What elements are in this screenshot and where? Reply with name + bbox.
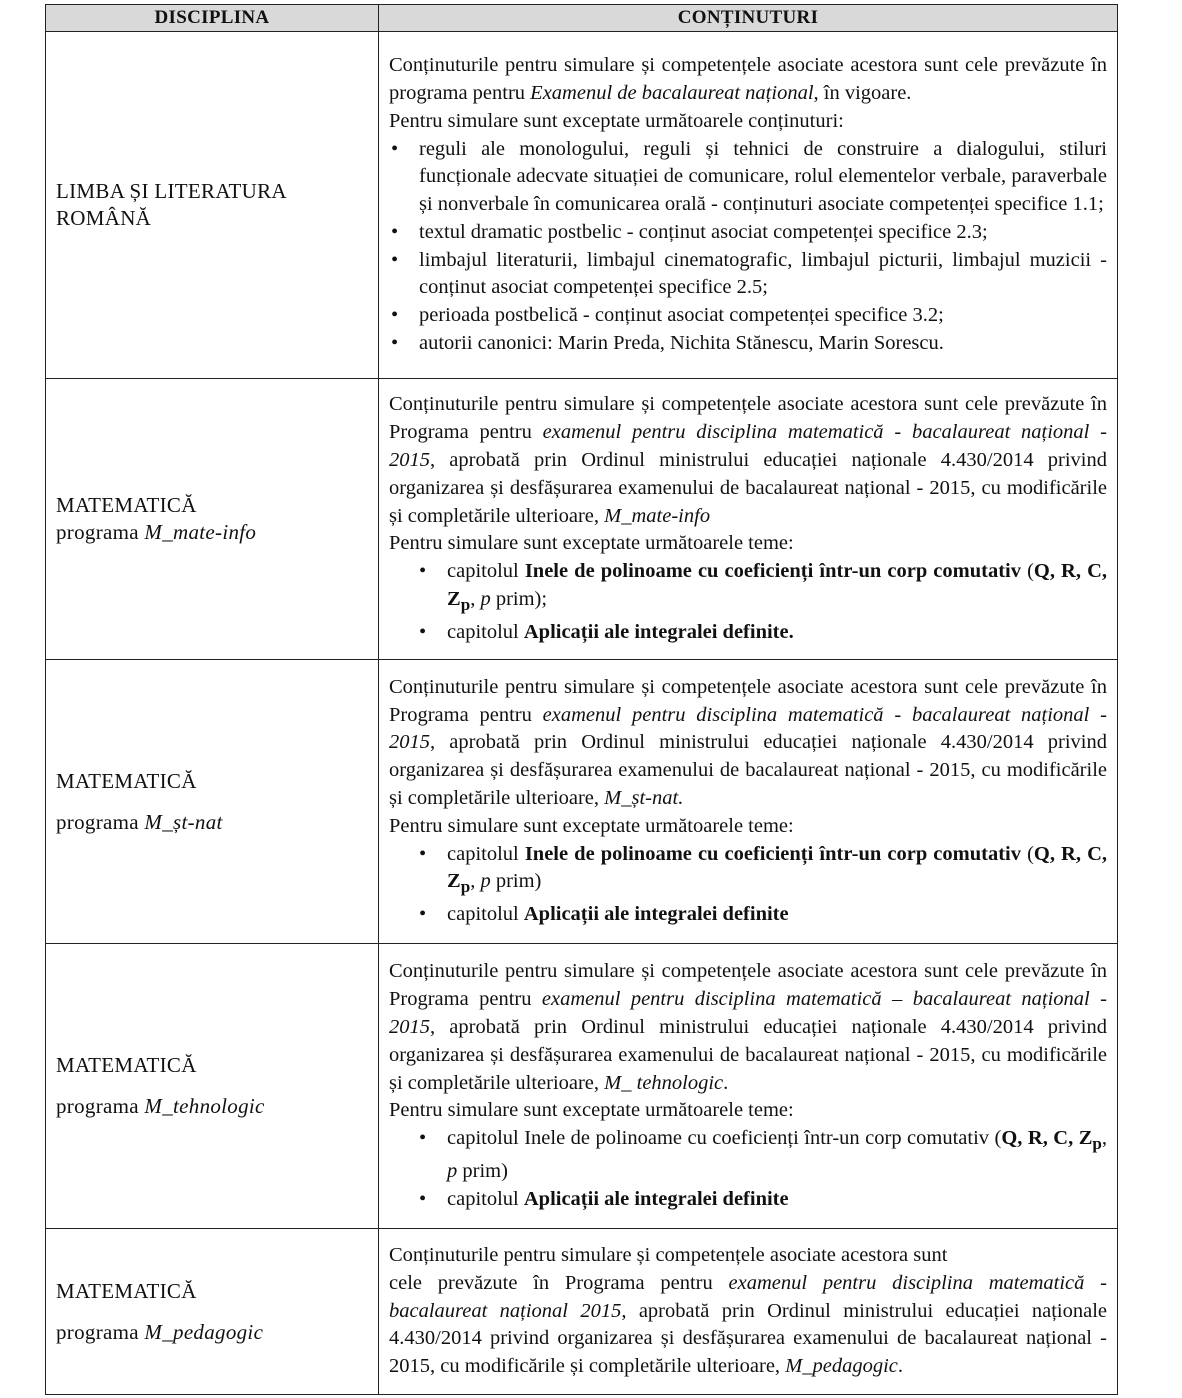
list-item: • capitolul Inele de polinoame cu coeficienți într-un corp comutativ (Q, R, C, $Z_p$, p prim) — [389, 841, 1107, 902]
list-item: • textul dramatic postbelic - conținut asociat competenței specifice 2.3; — [389, 219, 1107, 247]
discipline-name: MATEMATICĂ — [56, 1278, 197, 1303]
list-item: • capitolul Inele de polinoame cu coeficienți într-un corp comutativ (Q, R, C, $Z_p$, p prim) — [389, 1125, 1107, 1186]
list-item: • autorii canonici: Marin Preda, Nichita Stănescu, Marin Sorescu. — [389, 330, 1107, 358]
program-name: programa M_pedagogic — [56, 1319, 264, 1344]
exceptions-heading: Pentru simulare sunt exceptate următoarele teme: — [389, 814, 794, 837]
intro-paragraph: Conținuturile pentru simulare și competențele asociate acestora sunt cele prevăzute în Programa pentru examenul pentru disciplina matematică - bacalaureat național - 2015, aprobată prin Ordinul ministrului educației naționale 4.430/2014 privind organizarea și desfășurarea examenului de bacalaureat național - 2015, cu modificările și completările ulterioare, M_mate-info — [389, 393, 1107, 527]
content-cell — [379, 944, 1118, 1229]
intro-paragraph: cele prevăzute în Programa pentru examenul pentru disciplina matematică - bacalaureat național 2015, aprobată prin Ordinul ministrului educației naționale 4.430/2014 privind organizarea și desfășurarea examenului de bacalaureat național - 2015, cu modificările și completările ulterioare, M_pedagogic. — [389, 1271, 1107, 1378]
discipline-name: MATEMATICĂ — [56, 1053, 197, 1077]
content-cell — [379, 660, 1118, 944]
intro-first-line: Conținuturile pentru simulare și competențele asociate acestora sunt — [389, 1244, 948, 1266]
program-name: programa M_mate-info — [56, 520, 257, 544]
list-item: • capitolul Aplicații ale integralei definite — [389, 901, 1107, 929]
list-item: • capitolul Aplicații ale integralei definite. — [389, 619, 1107, 647]
table-row — [46, 1229, 1118, 1395]
content-cell — [379, 32, 1118, 379]
program-title: Examenul de bacalaureat național — [530, 81, 814, 104]
discipline-cell — [46, 32, 379, 379]
exceptions-heading: Pentru simulare sunt exceptate următoarele teme: — [389, 1099, 794, 1122]
table-row — [46, 944, 1118, 1229]
discipline-cell — [46, 944, 379, 1229]
content-table — [45, 4, 1118, 1395]
exceptions-heading: Pentru simulare sunt exceptate următoarele conținuturi: — [389, 109, 844, 132]
content-cell — [379, 1229, 1118, 1395]
intro-paragraph: Conținuturile pentru simulare și competențele asociate acestora sunt cele prevăzute în Programa pentru examenul pentru disciplina matematică - bacalaureat național - 2015, aprobată prin Ordinul ministrului educației naționale 4.430/2014 privind organizarea și desfășurarea examenului de bacalaureat național - 2015, cu modificările și completările ulterioare, M_șt-nat. — [389, 675, 1107, 810]
intro-paragraph: Conținuturile pentru simulare și competențele asociate acestora sunt cele prevăzute în Programa pentru examenul pentru disciplina matematică – bacalaureat național - 2015, aprobată prin Ordinul ministrului educației naționale 4.430/2014 privind organizarea și desfășurarea examenului de bacalaureat național - 2015, cu modificările și completările ulterioare, M_ tehnologic. — [389, 960, 1107, 1094]
table-row — [46, 32, 1118, 379]
intro-text: , în vigoare. — [813, 81, 912, 104]
exceptions-list — [389, 558, 1107, 646]
list-item: • capitolul Inele de polinoame cu coeficienți într-un corp comutativ (Q, R, C, $Z_p$, p prim); — [389, 558, 1107, 619]
discipline-cell — [46, 660, 379, 944]
discipline-name: ROMÂNĂ — [56, 206, 152, 230]
exceptions-heading: Pentru simulare sunt exceptate următoarele teme: — [389, 532, 794, 555]
header-disciplina: DISCIPLINA — [46, 5, 379, 32]
program-name: programa M_tehnologic — [56, 1094, 265, 1118]
header-row — [46, 5, 1118, 32]
table-row — [46, 660, 1118, 944]
content-cell — [379, 379, 1118, 660]
list-item: • perioada postbelică - conținut asociat competenței specifice 3.2; — [389, 302, 1107, 330]
discipline-name: MATEMATICĂ — [56, 493, 197, 517]
intro-text: Conținuturile pentru simulare și competențele asociate acestora sunt cele prevăzute în programa pentru — [389, 54, 1107, 104]
exceptions-list — [389, 136, 1107, 358]
header-continuturi: CONȚINUTURI — [379, 5, 1118, 32]
list-item: • capitolul Aplicații ale integralei definite — [389, 1186, 1107, 1214]
discipline-cell — [46, 379, 379, 660]
exceptions-list — [389, 841, 1107, 929]
discipline-name: MATEMATICĂ — [56, 768, 197, 793]
list-item: • limbajul literaturii, limbajul cinematografic, limbajul picturii, limbajul muzicii - conținut asociat competenței specifice 2.5; — [389, 247, 1107, 303]
discipline-name: LIMBA ȘI LITERATURA — [56, 179, 287, 203]
discipline-cell — [46, 1229, 379, 1395]
list-item: • reguli ale monologului, reguli și tehnici de construire a dialogului, stiluri funcționale adecvate situației de comunicare, rolul elementelor verbale, paraverbale și nonverbale în comunicarea orală - conținuturi asociate competenței specifice 1.1; — [389, 136, 1107, 219]
intro-paragraph — [389, 52, 1107, 108]
program-name: programa M_șt-nat — [56, 809, 223, 834]
exceptions-list — [389, 1125, 1107, 1213]
table-row — [46, 379, 1118, 660]
